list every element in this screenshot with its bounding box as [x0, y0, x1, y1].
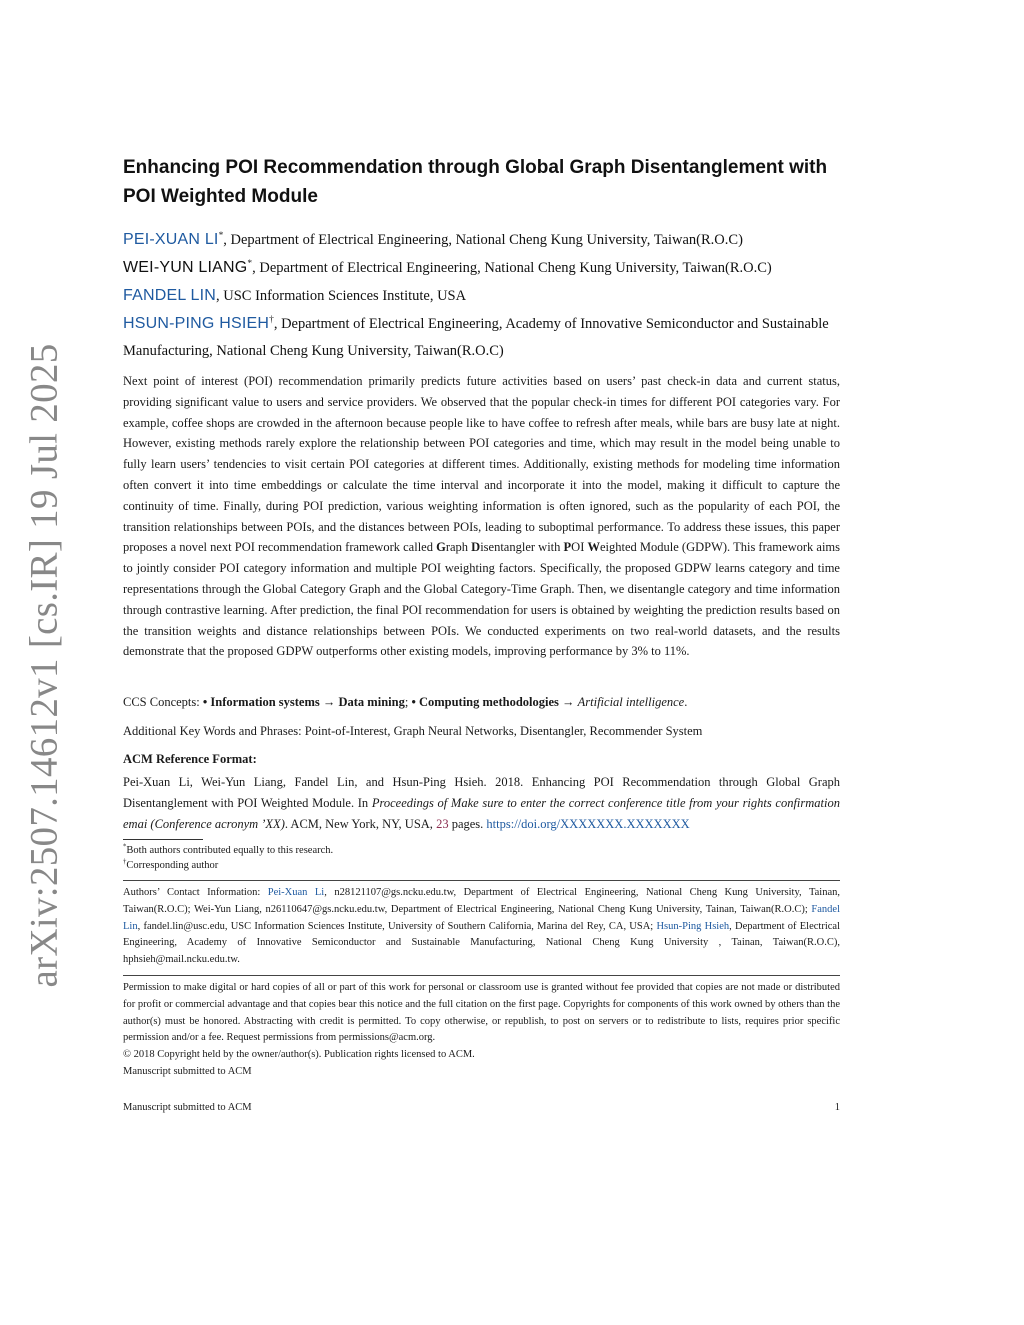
acronym-letter: G [436, 540, 446, 555]
contact-information [123, 885, 840, 969]
acronym-letter: D [471, 540, 481, 555]
author-mark: * [218, 231, 224, 242]
author-name-link[interactable]: FANDEL LIN [123, 287, 216, 304]
permission-rule [123, 975, 840, 976]
author-affiliation: , Department of Electrical Engineering, National Cheng Kung University, Taiwan(R.O.C) [223, 232, 743, 248]
author-link[interactable]: Hsun-Ping Hsieh [656, 920, 730, 932]
footnote-text: Both authors contributed equally to this research. [126, 845, 334, 856]
permission-notice [123, 980, 840, 1081]
abstract-text: OI [571, 540, 588, 555]
reference-text: pages. [448, 816, 487, 831]
author-mark: * [247, 259, 253, 270]
author-entry [123, 254, 840, 282]
author-name-link[interactable]: HSUN-PING HSIEH [123, 315, 270, 332]
acm-reference-heading: ACM Reference Format: [123, 752, 257, 766]
author-mark: † [269, 315, 274, 326]
page-count-link[interactable]: 23 [436, 816, 449, 831]
abstract-text: Module (GDPW). This framework aims to jointly consider POI category information and multiple POI weighting factors. Specifically, the proposed GDPW learns category and time representations through the Global Category Graph and the Global Category-Time Graph. Then, we disentangle category and time information through contrastive learning. After prediction, the final POI recommendation for users is obtained by weighting the prediction results based on the transition weights and distance relationships between POIs. We conducted experiments on two real-world datasets, and the results demonstrate that the proposed GDPW outperforms other existing models, improving performance by 3% to 11%. [123, 540, 841, 659]
abstract-text: eighted [600, 540, 637, 555]
footnote-text: Corresponding author [126, 859, 219, 871]
reference-text: . ACM, New York, NY, USA, [284, 816, 437, 831]
ccs-end: . [684, 695, 688, 709]
acm-reference [123, 772, 840, 834]
contact-rule [123, 880, 840, 881]
footnotes [123, 844, 840, 873]
ccs-arrow: → [558, 695, 578, 709]
ccs-item: • Information systems → Data mining [202, 695, 405, 709]
footer-label: Manuscript submitted to ACM [123, 1102, 252, 1113]
arxiv-watermark-text: arXiv:2507.14612v1 [cs.IR] 19 Jul 2025 [22, 342, 66, 988]
doi-link[interactable]: https://doi.org/XXXXXXX.XXXXXXX [486, 816, 690, 831]
footnote-mark: † [123, 858, 127, 865]
copyright-line: © 2018 Copyright held by the owner/author(s). Publication rights licensed to ACM. [123, 1049, 475, 1061]
author-affiliation: , Department of Electrical Engineering, National Cheng Kung University, Taiwan(R.O.C) [252, 260, 772, 276]
proceedings-title: Proceedings of Make sure to enter the correct conference title from your rights confirmation emai (Conference acronym ’XX) [123, 795, 840, 831]
footnote-mark: * [123, 843, 127, 851]
contact-text: , fandel.lin@usc.edu, USC Information Sciences Institute, University of Southern California, Marina del Rey, CA, USA; [137, 920, 657, 932]
footnote-rule [123, 839, 203, 840]
contact-text: , n28121107@gs.ncku.edu.tw, Department of Electrical Engineering, National Cheng Kung University, Tainan, Taiwan(R.O.C); Wei-Yun Liang, n26110647@gs.ncku.edu.tw, Department of Electrical Engineering, National Cheng Kung University, Tainan, Taiwan(R.O.C); [123, 887, 840, 915]
abstract-text: Next point of interest (POI) recommendation primarily predicts future activities based on users’ past check-in data and current status, providing significant value to users and service providers. We observed that the popular check-in times for different POI categories vary. For example, coffee shops are crowded in the afternoon because people like to have coffee to refresh after meals, while bars are busy late at night. However, existing methods rarely explore the relationship between POI categories and time, which may result in the model being unable to fully learn users’ tendencies to visit certain POI categories at different times. Additionally, existing methods for modeling time information often convert it into time embeddings or calculate the time interval and incorporate it into the model, making it difficult to capture the continuity of time. Finally, during POI prediction, various weighting information is often ignored, such as the popularity of each POI, the transition relationships between POIs, and the distances between POIs, leading to suboptimal performance. To address these issues, this paper proposes a novel next POI recommendation framework called [123, 374, 840, 555]
ccs-concepts [123, 693, 840, 711]
paper-title: Enhancing POI Recommendation through Global Graph Disentanglement with POI Weighted Module [123, 157, 828, 207]
author-entry [123, 282, 840, 310]
acronym-letter: W [587, 540, 600, 555]
ccs-item: • Computing methodologies [411, 695, 559, 709]
author-affiliation: , USC Information Sciences Institute, USA [216, 288, 467, 304]
contact-text: , Department of Electrical Engineering, Academy of Innovative Semiconductor and Sustainable Manufacturing, National Cheng Kung University , Tainan, Taiwan(R.O.C), hphsieh@mail.ncku.edu.tw. [123, 920, 840, 966]
author-name: WEI-YUN LIANG [123, 259, 248, 276]
author-link[interactable]: Pei-Xuan Li [267, 887, 325, 898]
ccs-item: Artificial intelligence [577, 695, 685, 709]
abstract [123, 371, 840, 662]
author-list [123, 226, 840, 365]
abstract-text: raph [445, 540, 472, 555]
reference-text: Pei-Xuan Li, Wei-Yun Liang, Fandel Lin, and Hsun-Ping Hsieh. 2018. Enhancing POI Recommendation through Global Graph Disentanglement with POI Weighted Module. In [123, 775, 840, 810]
author-affiliation: , Department of Electrical Engineering, Academy of Innovative Semiconductor and Sustainable Manufacturing, National Cheng Kung University, Taiwan(R.O.C) [123, 316, 829, 359]
page-number: 1 [834, 1102, 840, 1113]
page-footer [123, 1102, 840, 1113]
footnote [123, 844, 840, 859]
arxiv-watermark [18, 342, 70, 988]
abstract-text: isentangler with [480, 540, 564, 555]
ccs-label: CCS Concepts: [123, 695, 203, 709]
keywords: Additional Key Words and Phrases: Point-of-Interest, Graph Neural Networks, Disentangler, Recommender System [123, 724, 703, 738]
author-entry [123, 310, 840, 365]
footnote [123, 859, 840, 874]
submission-line: Manuscript submitted to ACM [123, 1065, 252, 1077]
author-name-link[interactable]: PEI-XUAN LI [123, 231, 219, 248]
ccs-separator: ; [404, 695, 412, 709]
contact-label: Authors’ Contact Information: [123, 887, 268, 898]
author-link[interactable]: Fandel Lin [123, 903, 840, 932]
permission-text: Permission to make digital or hard copies of all or part of this work for personal or classroom use is granted without fee provided that copies are not made or distributed for profit or commercial advantage and that copies bear this notice and the full citation on the first page. Copyrights for components of this work owned by others than the author(s) must be honored. Abstracting with credit is permitted. To copy otherwise, or republish, to post on servers or to redistribute to lists, requires prior specific permission and/or a fee. Request permissions from permissions@acm.org. [123, 982, 840, 1044]
author-entry [123, 226, 840, 254]
acronym-letter: P [563, 540, 572, 555]
